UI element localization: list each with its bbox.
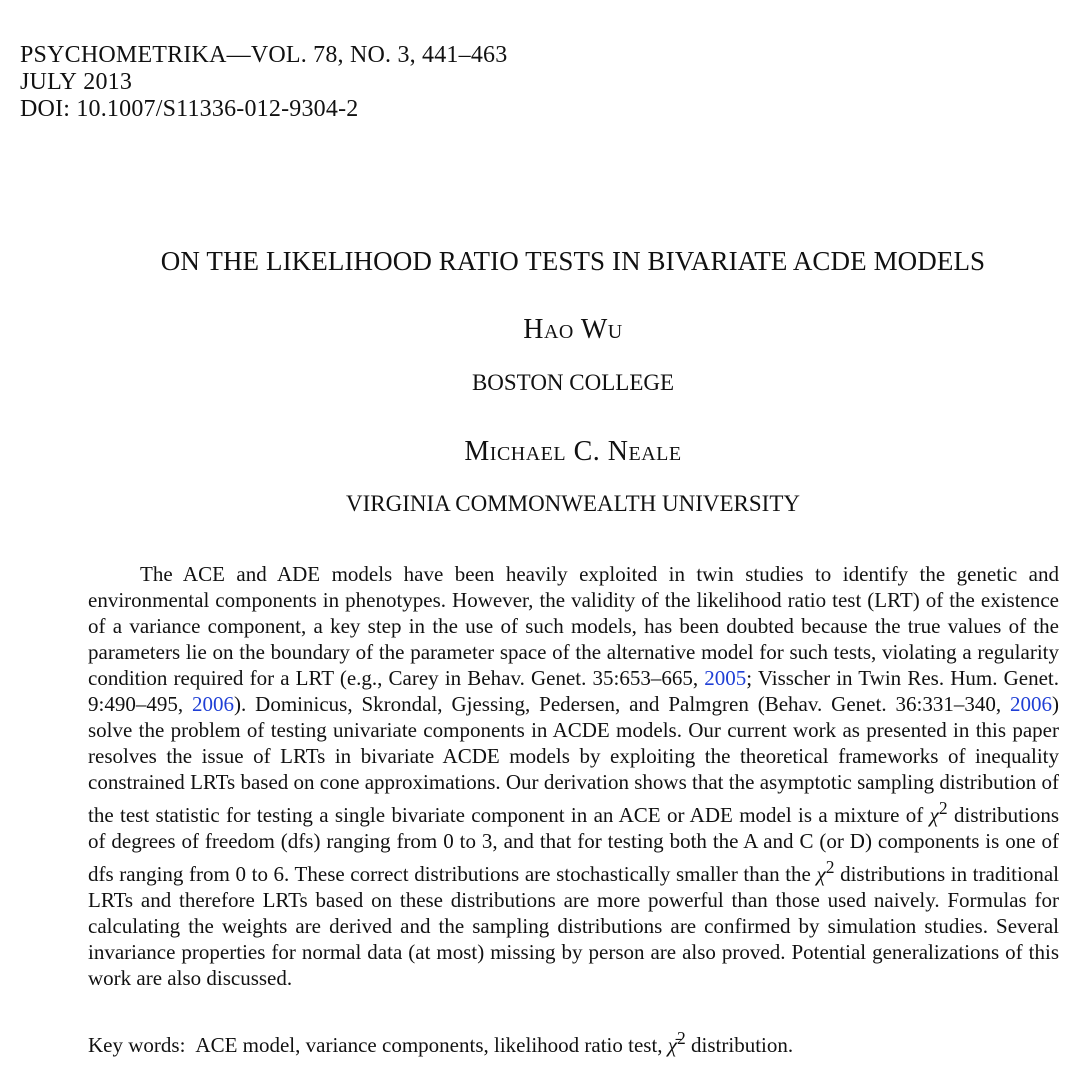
chi-exponent-2: 2 — [825, 857, 835, 877]
chi-exponent-1: 2 — [938, 798, 948, 818]
doi-prefix: 10.1007/ — [76, 96, 163, 122]
chi-symbol-1: χ — [929, 803, 939, 827]
abstract-text-3: ). Dominicus, Skrondal, Gjessing, Pedersen, and Palmgren (Behav. Genet. 36:331–340, — [234, 692, 1010, 716]
citation-link-carey-2005[interactable]: 2005 — [704, 666, 747, 690]
header-dash: — — [226, 42, 251, 68]
keywords-tail: distribution. — [685, 1033, 794, 1057]
chi-bar-exponent: 2 — [677, 1028, 686, 1048]
author-name-2: Michael C. Neale — [464, 436, 682, 467]
abstract-text-1: The ACE and ADE models have been heavily exploited in twin studies to identify the genetic and environmental components in phenotypes. However, the validity of the likelihood ratio test (LRT) of the existence of a variance component, a key step in the use of such models, has been doubted because the true values of the parameters lie on the boundary of the parameter space of the alternative model for such tests, violating a regularity condition required for a LRT (e.g., Carey in Behav. Genet. 35:653–665, — [88, 562, 1059, 690]
publication-date-line — [20, 69, 507, 96]
author-affiliation-2: VIRGINIA COMMONWEALTH UNIVERSITY — [345, 491, 800, 516]
citation-link-dominicus-2006[interactable]: 2006 — [1009, 692, 1052, 716]
chi-symbol-2: χ — [816, 862, 826, 886]
abstract-paragraph — [88, 561, 1059, 991]
abstract-text-2: ; Visscher in Twin Res. Hum. Genet. 9:490–495, — [88, 666, 1059, 716]
keywords-label: Key words: — [88, 1033, 186, 1057]
doi-line — [20, 96, 507, 123]
volume-number: 78, — [313, 42, 344, 68]
doi-suffix: 11336-012-9304-2 — [176, 96, 359, 122]
abstract-text-4: ) solve the problem of testing univariate components in ACDE models. Our current work as presented in this paper resolves the issue of LRTs in bivariate ACDE models by exploiting the theoretical frameworks of inequality constrained LRTs based on cone approximations. Our derivation shows that the asymptotic sampling distribution of the test statistic for testing a single bivariate component in an ACE or ADE model is a mixture of — [88, 692, 1059, 827]
volume-label: VOL. — [250, 42, 307, 68]
abstract-text-5: distributions of degrees of freedom (dfs) ranging from 0 to 3, and that for testing both the A and C (or D) components is one of dfs ranging from 0 to 6. These correct distributions are stochastically smaller than the — [88, 803, 1059, 886]
author-name-1: Hao Wu — [523, 314, 623, 345]
abstract-text-6: distributions in traditional LRTs and therefore LRTs based on these distributions are more powerful than those used naively. Formulas for calculating the weights are derived and the sampling distributions are confirmed by simulation studies. Several invariance properties for normal data (at most) missing by person are also proved. Potential generalizations of this work are also discussed. — [88, 862, 1059, 990]
issue-label: NO. — [349, 42, 392, 68]
author-affiliation-1: BOSTON COLLEGE — [471, 370, 675, 395]
issue-pages: 3, 441–463 — [397, 42, 508, 68]
chi-bar-symbol: χ̄ — [667, 1033, 678, 1057]
publication-month: JULY — [20, 69, 78, 95]
journal-header — [20, 42, 507, 123]
doi-label: DOI: — [20, 96, 71, 122]
keywords-list: ACE model, variance components, likelihood ratio test, — [195, 1033, 663, 1057]
abstract — [88, 561, 1059, 991]
journal-volume-line — [20, 42, 507, 69]
publication-year: 2013 — [83, 69, 133, 95]
doi-s: S — [162, 96, 177, 122]
keywords — [88, 1025, 793, 1058]
journal-name: PSYCHOMETRIKA — [20, 42, 227, 68]
citation-link-visscher-2006[interactable]: 2006 — [192, 692, 234, 716]
paper-title: ON THE LIKELIHOOD RATIO TESTS IN BIVARIATE ACDE MODELS — [160, 246, 986, 276]
